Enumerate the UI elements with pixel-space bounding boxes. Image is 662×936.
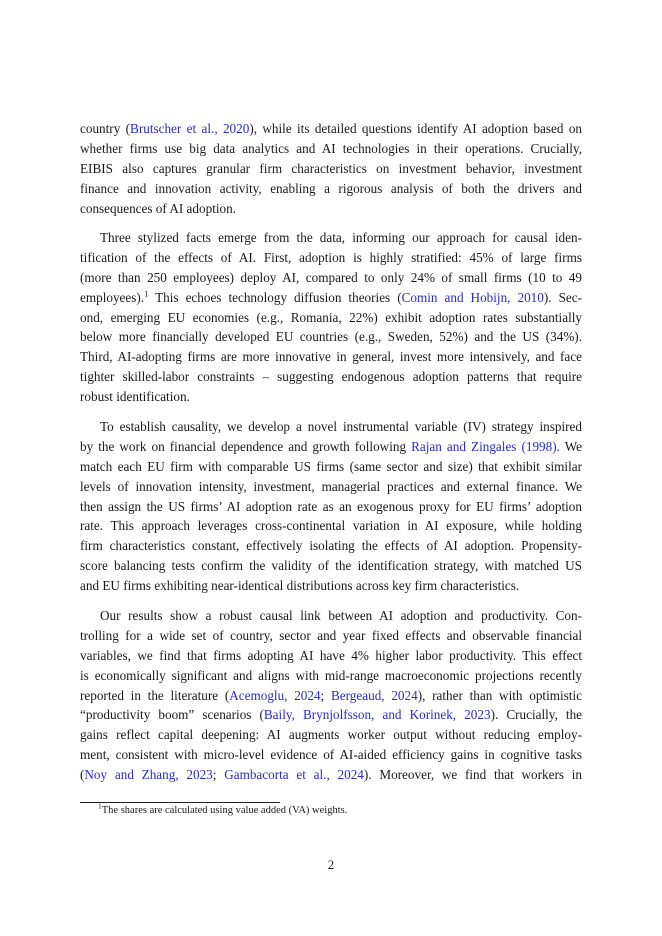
citation-link[interactable]: Gambacorta et al., 2024: [224, 767, 364, 783]
text-line: gains reflect capital deepening: AI augments worker output without reducing employ-: [80, 727, 582, 743]
text-line: and EU firms exhibiting near-identical distributions across key firm characteristics.: [80, 578, 520, 594]
citation-link[interactable]: Comin and Hobijn, 2010: [401, 289, 544, 305]
page-number: 2: [327, 857, 335, 872]
citation-link[interactable]: Bergeaud, 2024: [331, 687, 418, 703]
text-line: robust identification.: [80, 389, 190, 405]
text-line: rate. This approach leverages cross-continental variation in AI exposure, while holding: [80, 518, 582, 534]
text-line: EIBIS also captures granular firm characteristics on investment behavior, investment: [80, 160, 582, 176]
citation-link[interactable]: Baily, Brynjolfsson, and Korinek, 2023: [263, 707, 491, 723]
text-line: then assign the US firms’ AI adoption rate as an exogenous proxy for EU firms’ adoption: [80, 498, 582, 514]
text-line: employees).$^1$ This echoes technology diffusion theories (Comin and Hobijn, 2010). Sec-: [80, 288, 583, 305]
text-line: match each EU firm with comparable US firms (same sector and size) that exhibit similar: [80, 458, 582, 474]
text-line: score balancing tests confirm the validity of the identification strategy, with matched US: [80, 558, 582, 574]
text-line: ond, emerging EU economies (e.g., Romania, 22%) exhibit adoption rates substantially: [80, 309, 582, 325]
text-line: (Noy and Zhang, 2023; Gambacorta et al., 2024). Moreover, we find that workers in: [80, 767, 582, 783]
text-line: consequences of AI adoption.: [80, 200, 237, 216]
text-line: tification of the effects of AI. First, adoption is highly stratified: 45% of large firms: [80, 249, 582, 265]
citation-link[interactable]: Noy and Zhang, 2023: [84, 767, 213, 783]
citation-link[interactable]: Rajan and Zingales (1998): [411, 438, 557, 454]
text-line: (more than 250 employees) deploy AI, compared to only 24% of small firms (10 to 49: [80, 269, 582, 285]
text-line: levels of innovation intensity, investment, managerial practices and external finance. We: [80, 478, 582, 494]
text-line: Three stylized facts emerge from the data, informing our approach for causal iden-: [100, 230, 582, 245]
citation-link[interactable]: Acemoglu, 2024: [229, 687, 321, 703]
paragraph-2: [80, 228, 582, 407]
text-line: by the work on financial dependence and growth following Rajan and Zingales (1998). We: [80, 438, 582, 454]
text-line: tighter skilled-labor constraints – suggesting endogenous adoption patterns that require: [80, 369, 582, 385]
footnote: [98, 801, 348, 818]
text-line: Third, AI-adopting firms are more innovative in general, invest more intensively, and face: [80, 349, 582, 365]
text-line: variables, we find that firms adopting AI have 4% higher labor productivity. This effect: [80, 647, 582, 663]
paragraph-4: [80, 606, 582, 785]
text-line: ment, consistent with micro-level evidence of AI-aided efficiency gains in cognitive tasks: [80, 747, 582, 763]
text-line: below more financially developed EU countries (e.g., Sweden, 52%) and the US (34%).: [80, 329, 582, 345]
text-line: reported in the literature (Acemoglu, 2024; Bergeaud, 2024), rather than with optimistic: [80, 687, 582, 703]
citation-link[interactable]: Brutscher et al., 2020: [130, 121, 250, 136]
text-line: whether firms use big data analytics and AI technologies in their operations. Crucially,: [80, 140, 582, 156]
footnote-marker[interactable]: 1: [144, 288, 149, 299]
text-line: country (Brutscher et al., 2020), while its detailed questions identify AI adoption based on: [80, 121, 583, 136]
text-line: finance and innovation activity, enabling a rigorous analysis of both the drivers and: [80, 180, 582, 196]
text-line: trolling for a wide set of country, sector and year fixed effects and observable financial: [80, 627, 582, 643]
footnote-rule: [80, 802, 280, 803]
paragraph-1: [80, 119, 582, 218]
footnote-text: The shares are calculated using value added (VA) weights.: [101, 805, 348, 816]
text-line: To establish causality, we develop a novel instrumental variable (IV) strategy inspired: [100, 419, 582, 434]
footnote-number: 1: [98, 801, 102, 811]
text-line: Our results show a robust causal link between AI adoption and productivity. Con-: [100, 608, 582, 623]
text-line: firm characteristics constant, effectively isolating the effects of AI adoption. Propensity-: [80, 538, 582, 554]
text-line: is economically significant and aligns with mid-range macroeconomic projections recently: [80, 667, 582, 683]
paragraph-3: [80, 417, 582, 596]
text-line: “productivity boom” scenarios (Baily, Brynjolfsson, and Korinek, 2023). Crucially, the: [80, 707, 583, 723]
